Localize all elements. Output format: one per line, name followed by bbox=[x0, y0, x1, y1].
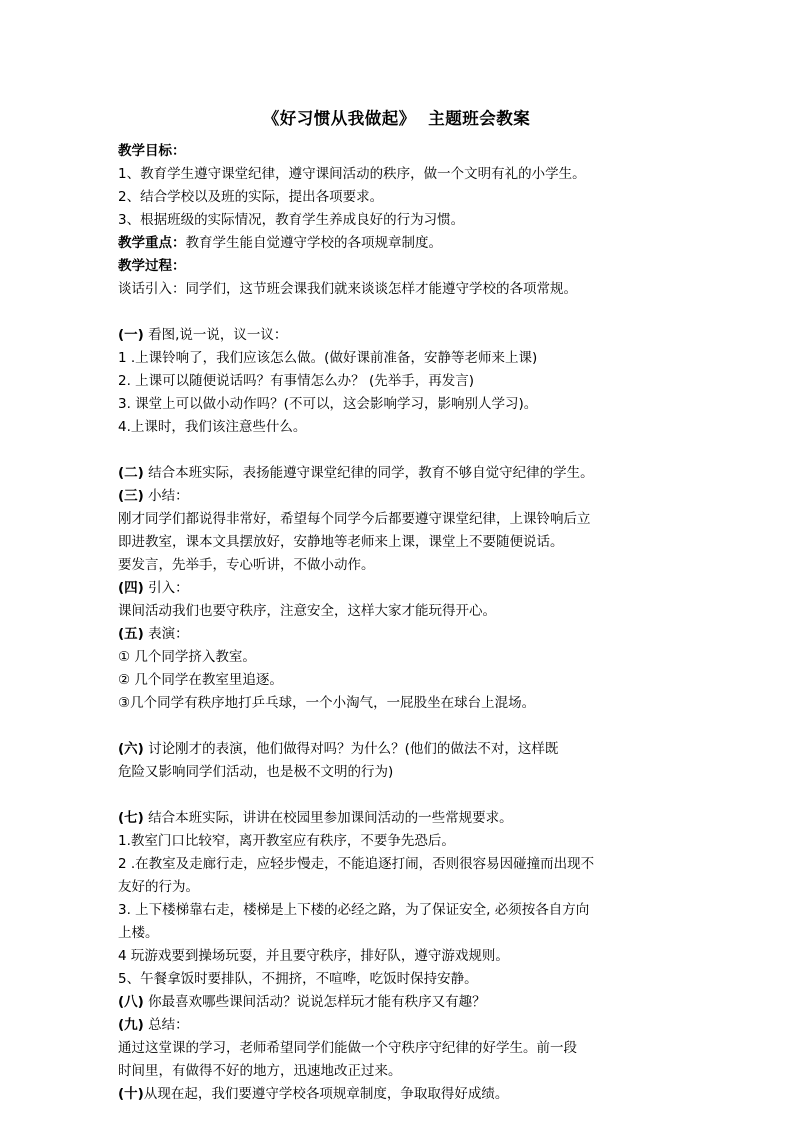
line-text: 你最喜欢哪些课间活动？说说怎样玩才能有秩序又有趣？ bbox=[143, 994, 486, 1010]
section-label: (十) bbox=[118, 1086, 144, 1102]
section-label: (八) bbox=[118, 994, 144, 1010]
line-text: 时间里，有做得不好的地方，迅速地改正过来。 bbox=[118, 1063, 402, 1079]
section-label: (五) bbox=[118, 626, 144, 642]
line-text: 刚才同学们都说得非常好，希望每个同学今后都要遵守课堂纪律，上课铃响后立 bbox=[118, 511, 591, 527]
paragraph-line bbox=[118, 853, 688, 876]
line-text: 1 .上课铃响了，我们应该怎么做。(做好课前准备，安静等老师来上课) bbox=[118, 350, 538, 366]
line-text: ③几个同学有秩序地打乒乓球，一个小淘气，一屁股坐在球台上混场。 bbox=[118, 695, 536, 711]
line-text: 即进教室，课本文具摆放好，安静地等老师来上课，课堂上不要随便说话。 bbox=[118, 534, 564, 550]
line-text: 课间活动我们也要守秩序，注意安全，这样大家才能玩得开心。 bbox=[118, 603, 496, 619]
paragraph-line bbox=[118, 416, 688, 439]
paragraph-line bbox=[118, 508, 688, 531]
line-text: 引入： bbox=[143, 580, 189, 596]
line-text: 4 玩游戏要到操场玩耍，并且要守秩序，排好队，遵守游戏规则。 bbox=[118, 948, 509, 964]
paragraph-line bbox=[118, 485, 688, 508]
line-text: 结合本班实际，讲讲在校园里参加课间活动的一些常规要求。 bbox=[143, 810, 513, 826]
line-text: 要发言，先举手，专心听讲，不做小动作。 bbox=[118, 557, 375, 573]
document-title: 《好习惯从我做起》 主题班会教案 bbox=[262, 109, 531, 128]
paragraph-line bbox=[118, 715, 688, 738]
paragraph-line bbox=[118, 807, 688, 830]
line-text: 3. 课堂上可以做小动作吗？(不可以，这会影响学习，影响别人学习)。 bbox=[118, 396, 538, 412]
line-text: 从现在起，我们要遵守学校各项规章制度，争取取得好成绩。 bbox=[143, 1086, 509, 1102]
line-text: ① 几个同学挤入教室。 bbox=[118, 649, 256, 665]
section-label: (四) bbox=[118, 580, 144, 596]
line-text: 友好的行为。 bbox=[118, 879, 199, 895]
paragraph-line bbox=[118, 738, 688, 761]
paragraph-line bbox=[118, 140, 688, 163]
line-text: 看图,说一说，议一议： bbox=[143, 327, 288, 343]
paragraph-line bbox=[118, 1060, 688, 1083]
section-label: 教学重点： bbox=[118, 235, 186, 251]
paragraph-line bbox=[118, 830, 688, 853]
line-text: 2 .在教室及走廊行走，应轻步慢走，不能追逐打闹，否则很容易因碰撞而出现不 bbox=[118, 856, 595, 872]
paragraph-line bbox=[118, 370, 688, 393]
paragraph-line bbox=[118, 232, 688, 255]
line-text: 1.教室门口比较窄，离开教室应有秩序，不要争先恐后。 bbox=[118, 833, 455, 849]
line-text: 教育学生能自觉遵守学校的各项规章制度。 bbox=[185, 235, 442, 251]
paragraph-line bbox=[118, 209, 688, 232]
paragraph-line bbox=[118, 623, 688, 646]
section-label: (三) bbox=[118, 488, 144, 504]
paragraph-line bbox=[118, 531, 688, 554]
line-text: 危险又影响同学们活动，也是极不文明的行为) bbox=[118, 764, 394, 780]
paragraph-line bbox=[118, 554, 688, 577]
paragraph-line bbox=[118, 1083, 688, 1106]
paragraph-line bbox=[118, 692, 688, 715]
paragraph-line bbox=[118, 1037, 688, 1060]
paragraph-line bbox=[118, 991, 688, 1014]
paragraph-line bbox=[118, 968, 688, 991]
paragraph-line bbox=[118, 669, 688, 692]
paragraph-line bbox=[118, 186, 688, 209]
line-text: 通过这堂课的学习，老师希望同学们能做一个守秩序守纪律的好学生。前一段 bbox=[118, 1040, 577, 1056]
line-text: 总结： bbox=[143, 1017, 189, 1033]
paragraph-line bbox=[118, 1014, 688, 1037]
section-label: (二) bbox=[118, 465, 144, 481]
section-label: (九) bbox=[118, 1017, 144, 1033]
line-text: 谈话引入：同学们，这节班会课我们就来谈谈怎样才能遵守学校的各项常规。 bbox=[118, 281, 577, 297]
line-text: 小结： bbox=[143, 488, 189, 504]
section-label: (七) bbox=[118, 810, 144, 826]
paragraph-line bbox=[118, 922, 688, 945]
line-text: 表演： bbox=[143, 626, 189, 642]
document-body bbox=[118, 140, 688, 1106]
line-text: 4.上课时，我们该注意些什么。 bbox=[118, 419, 307, 435]
line-text: 2. 上课可以随便说话吗？有事情怎么办？ (先举手，再发言) bbox=[118, 373, 474, 389]
paragraph-line bbox=[118, 646, 688, 669]
line-text: 3. 上下楼梯靠右走，楼梯是上下楼的必经之路，为了保证安全, 必须按各自方向 bbox=[118, 902, 590, 918]
paragraph-line bbox=[118, 945, 688, 968]
paragraph-line bbox=[118, 324, 688, 347]
paragraph-line bbox=[118, 347, 688, 370]
section-label: (六) bbox=[118, 741, 144, 757]
paragraph-line bbox=[118, 393, 688, 416]
section-label: (一) bbox=[118, 327, 144, 343]
line-text: 上楼。 bbox=[118, 925, 159, 941]
paragraph-line bbox=[118, 784, 688, 807]
line-text: 讨论刚才的表演，他们做得对吗？为什么？(他们的做法不对，这样既 bbox=[143, 741, 559, 757]
paragraph-line bbox=[118, 301, 688, 324]
line-text: 5、午餐拿饭时要排队，不拥挤，不喧哗，吃饭时保持安静。 bbox=[118, 971, 478, 987]
paragraph-line bbox=[118, 761, 688, 784]
paragraph-line bbox=[118, 876, 688, 899]
paragraph-line bbox=[118, 577, 688, 600]
paragraph-line bbox=[118, 255, 688, 278]
line-text: 2、结合学校以及班的实际，提出各项要求。 bbox=[118, 189, 384, 205]
line-text: 结合本班实际，表扬能遵守课堂纪律的同学，教育不够自觉守纪律的学生。 bbox=[143, 465, 594, 481]
paragraph-line bbox=[118, 899, 688, 922]
section-label: 教学目标： bbox=[118, 143, 186, 159]
line-text: 1、教育学生遵守课堂纪律，遵守课间活动的秩序，做一个文明有礼的小学生。 bbox=[118, 166, 586, 182]
paragraph-line bbox=[118, 462, 688, 485]
paragraph-line bbox=[118, 600, 688, 623]
line-text: ② 几个同学在教室里追逐。 bbox=[118, 672, 283, 688]
paragraph-line bbox=[118, 163, 688, 186]
section-label: 教学过程： bbox=[118, 258, 186, 274]
line-text: 3、根据班级的实际情况，教育学生养成良好的行为习惯。 bbox=[118, 212, 465, 228]
paragraph-line bbox=[118, 278, 688, 301]
paragraph-line bbox=[118, 439, 688, 462]
